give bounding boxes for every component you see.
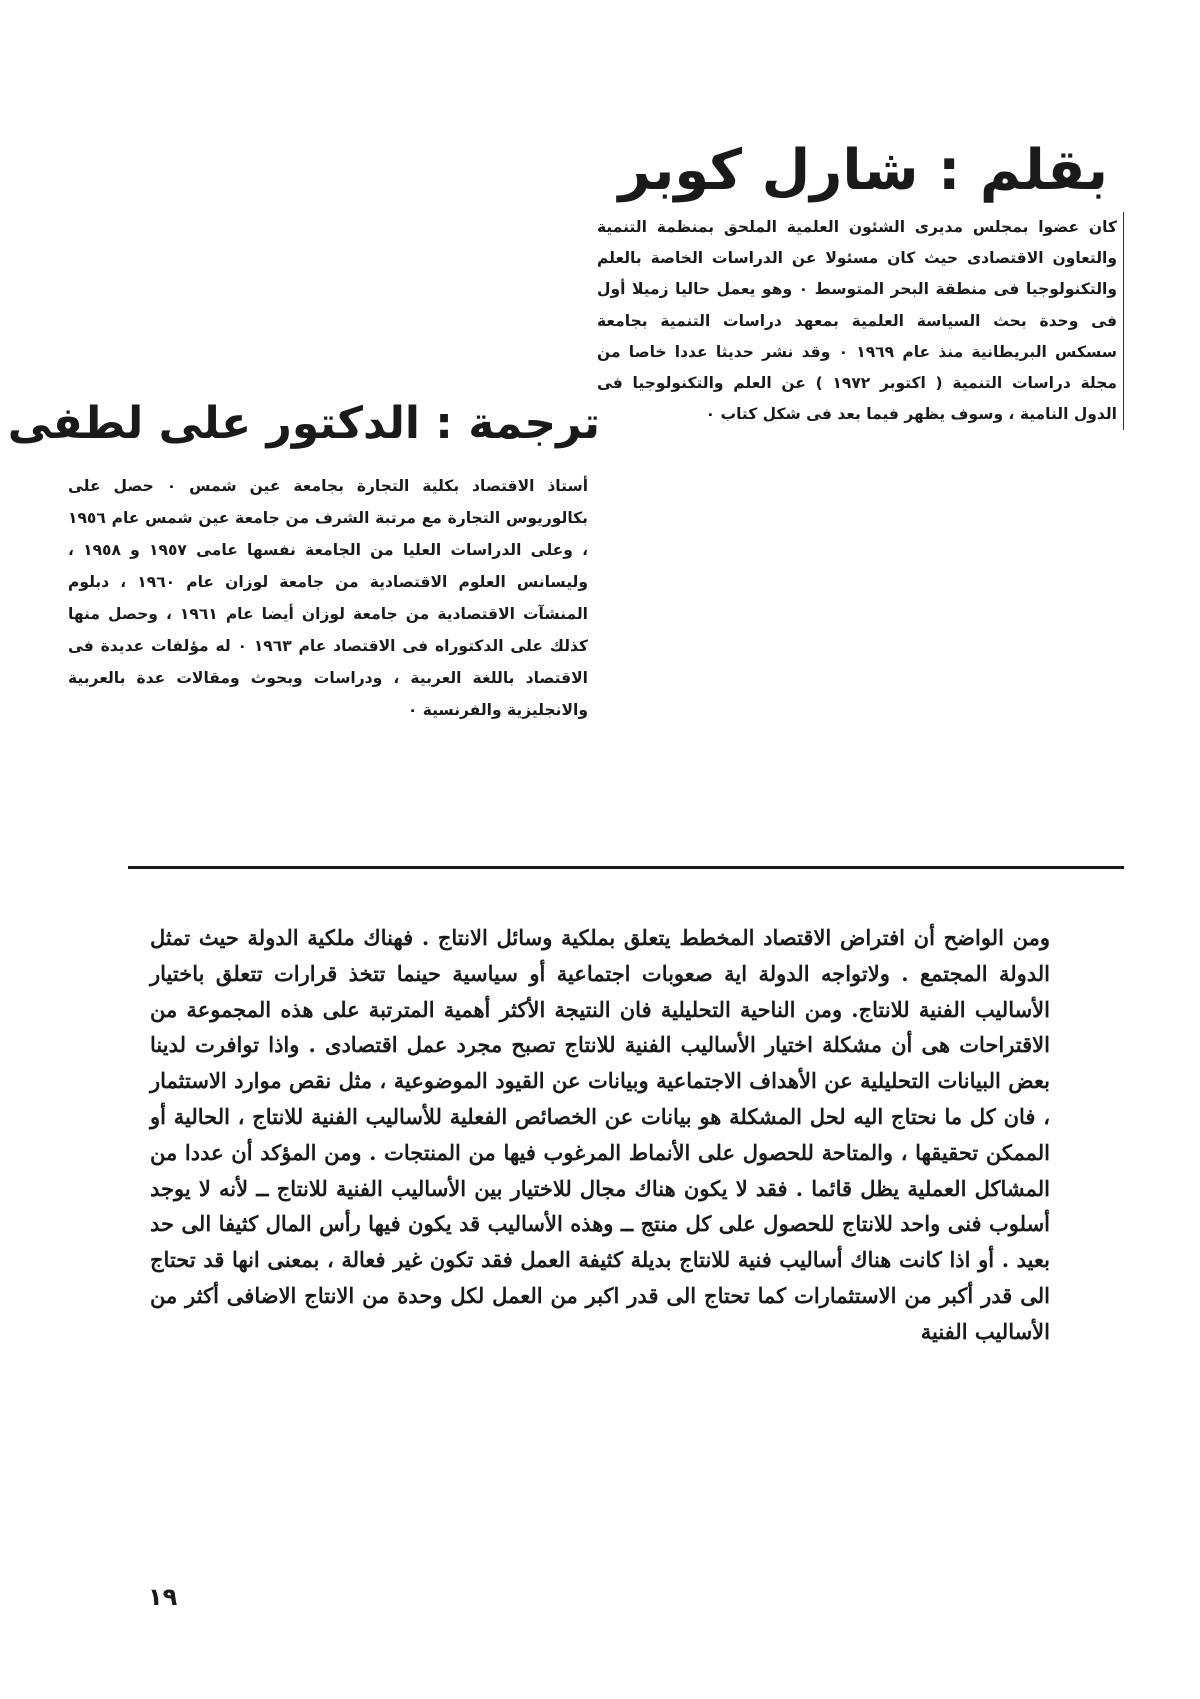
- translator-heading: ترجمة : الدكتور على لطفى: [7, 398, 600, 449]
- author-heading: بقلم : شارل كوبر: [618, 138, 1108, 203]
- author-bio: كان عضوا بمجلس مديرى الشئون العلمية الملحق بمنظمة التنمية والتعاون الاقتصادى حيث كان مسئولا عن الدراسات الخاصة بالعلم والتكنولوجيا فى منطقة البحر المتوسط ٠ وهو يعمل حاليا زميلا أول فى وحدة بحث السياسة العلمية بمعهد دراسات التنمية بجامعة سسكس البريطانية منذ عام ١٩٦٩ ٠ وقد نشر حديثا عددا خاصا من مجلة دراسات التنمية ( اكتوبر ١٩٧٢ ) عن العلم والتكنولوجيا فى الدول النامية ، وسوف يظهر فيما بعد فى شكل كتاب ٠: [597, 212, 1124, 430]
- section-divider: [128, 866, 1124, 869]
- page-number: ١٩: [148, 1583, 178, 1611]
- translator-bio: أستاذ الاقتصاد بكلية التجارة بجامعة عين شمس ٠ حصل على بكالوريوس التجارة مع مرتبة الشرف من جامعة عين شمس عام ١٩٥٦ ، وعلى الدراسات العليا من الجامعة نفسها عامى ١٩٥٧ و ١٩٥٨ ، وليسانس العلوم الاقتصادية من جامعة لوزان عام ١٩٦٠ ، دبلوم المنشآت الاقتصادية من جامعة لوزان أيضا عام ١٩٦١ ، وحصل منها كذلك على الدكتوراه فى الاقتصاد عام ١٩٦٣ ٠ له مؤلفات عديدة فى الاقتصاد باللغة العربية ، ودراسات وبحوث ومقالات عدة بالعربية والانجليزية والفرنسية ٠: [68, 477, 589, 719]
- article-body: ومن الواضح أن افتراض الاقتصاد المخطط يتعلق بملكية وسائل الانتاج . فهناك ملكية الدولة حيث تمثل الدولة المجتمع . ولاتواجه الدولة اية صعوبات اجتماعية أو سياسية حينما تتخذ قرارات تتعلق باختيار الأساليب الفنية للانتاج. ومن الناحية التحليلية فان النتيجة الأكثر أهمية المترتبة على هذه المجموعة من الاقتراحات هى أن مشكلة اختيار الأساليب الفنية للانتاج تصبح مجرد عمل اقتصادى . واذا توافرت لدينا بعض البيانات التحليلية عن الأهداف الاجتماعية وبيانات عن القيود الموضوعية ، مثل نقص موارد الاستثمار ، فان كل ما نحتاج اليه لحل المشكلة هو بيانات عن الخصائص الفعلية للأساليب الفنية للانتاج ، الحالية أو الممكن تحقيقها ، والمتاحة للحصول على الأنماط المرغوب فيها من المنتجات . ومن المؤكد أن عددا من المشاكل العملية يظل قائما . فقد لا يكون هناك مجال للاختيار بين الأساليب الفنية للانتاج ــ لأنه لا يوجد أسلوب فنى واحد للانتاج للحصول على كل منتج ــ وهذه الأساليب قد يكون فيها رأس المال كثيفا الى حد بعيد . أو اذا كانت هناك أساليب فنية للانتاج بديلة كثيفة العمل فقد تكون غير فعالة ، بمعنى انها قد تحتاج الى قدر أكبر من الاستثمارات كما تحتاج الى قدر اكبر من العمل لكل وحدة من الانتاج الاضافى أكثر من الأساليب الفنية: [150, 925, 1050, 1344]
